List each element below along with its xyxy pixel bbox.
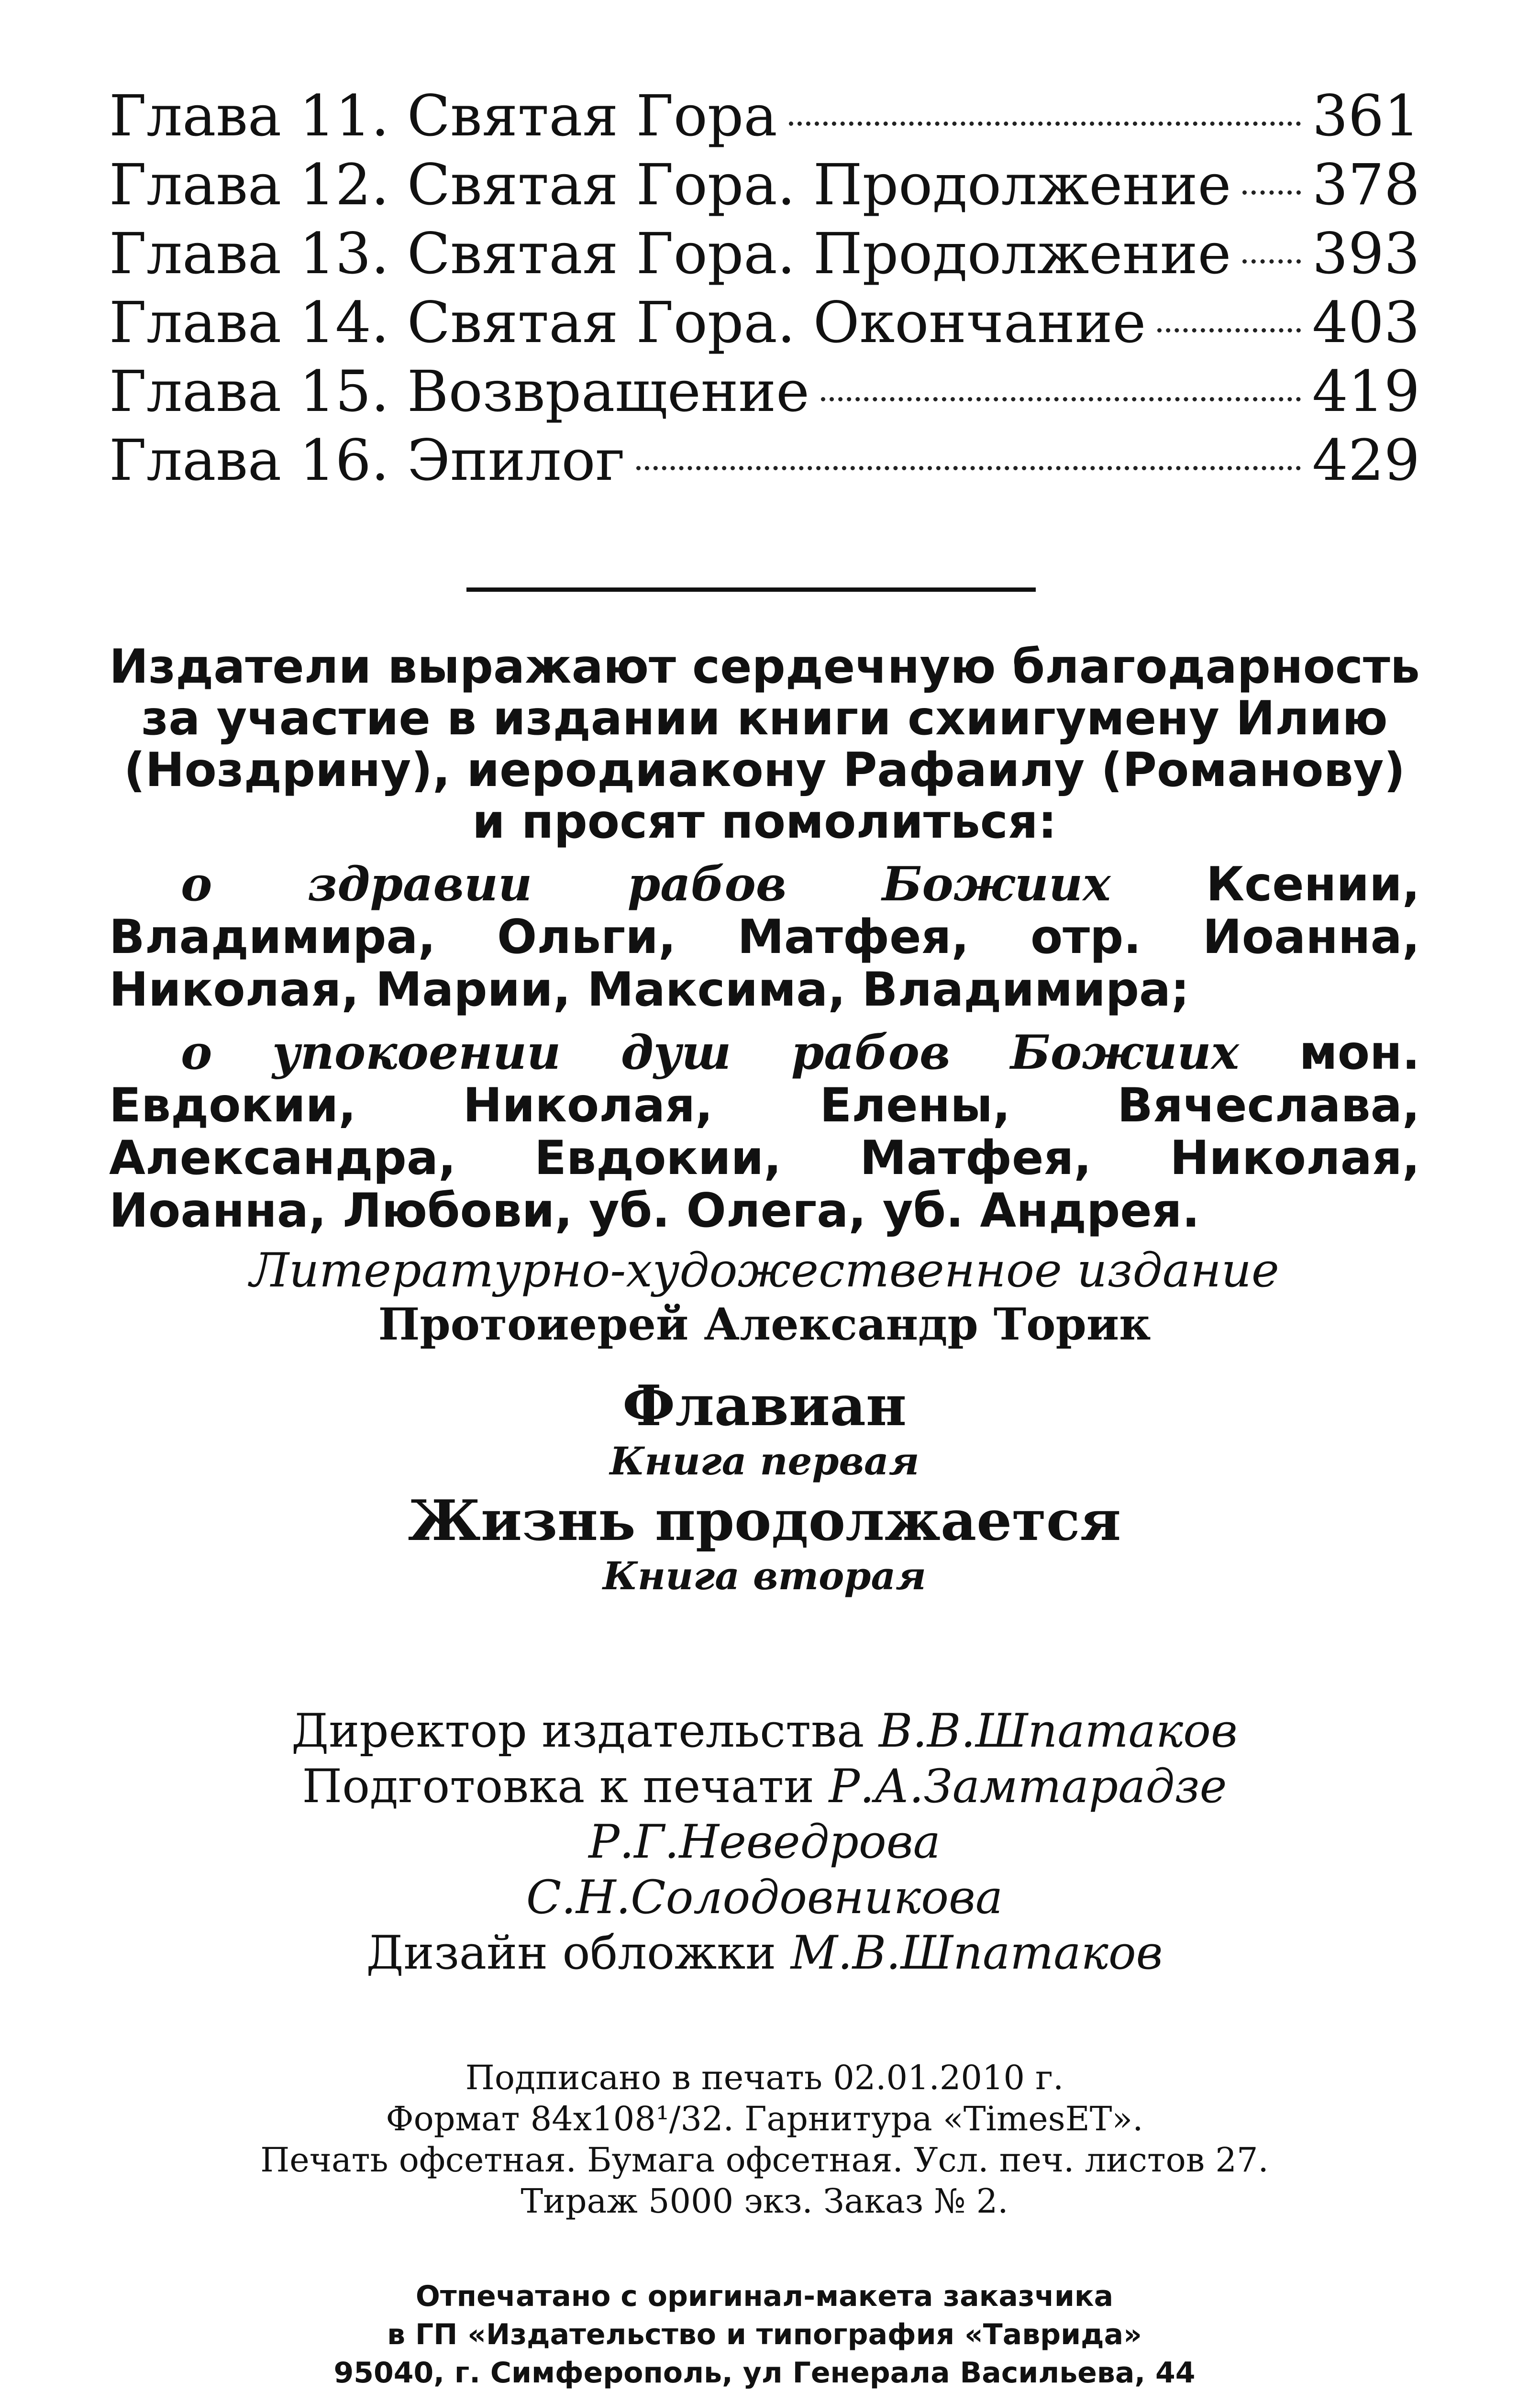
acknowledgement-line: (Ноздрину), иеродиакону Рафаилу (Романову) <box>123 743 1406 797</box>
toc-entry-page: 429 <box>1312 427 1420 493</box>
prep-credit <box>109 1759 1420 1814</box>
toc-leader-dots <box>1242 190 1300 195</box>
toc-entry <box>109 426 1420 495</box>
director-credit <box>109 1703 1420 1759</box>
acknowledgement-line: Издатели выражают сердечную благодарность <box>109 640 1420 694</box>
acknowledgement-line: за участие в издании книги схиигумену Илию <box>141 691 1388 746</box>
book-credits <box>109 1244 1420 1600</box>
toc-leader-dots <box>1242 259 1300 264</box>
toc-entry-page: 393 <box>1312 221 1420 287</box>
prep-name: Р.Г.Неведрова <box>588 1815 941 1869</box>
prayer-health-paragraph <box>109 858 1420 1016</box>
prayer-repose-names: мон. Евдокии, Николая, Елены, Вячеслава, Александра, Евдокии, Матфея, Николая, Иоанна, Любови, уб. Олега, уб. Андрея. <box>109 1026 1420 1238</box>
section-divider <box>466 587 1036 592</box>
table-of-contents <box>109 81 1420 495</box>
cover-role: Дизайн обложки <box>366 1926 791 1980</box>
printer-info <box>109 2277 1420 2392</box>
acknowledgement-line: и просят помолиться: <box>472 795 1057 849</box>
book-two-title: Жизнь продолжается <box>408 1488 1121 1553</box>
prayer-health-names: Ксении, Владимира, Ольги, Матфея, отр. Иоанна, Николая, Марии, Максима, Владимира; <box>109 857 1420 1017</box>
prep-role: Подготовка к печати <box>302 1760 829 1813</box>
toc-entry <box>109 219 1420 288</box>
printer-line: Отпечатано с оригинал-макета заказчика <box>415 2280 1114 2313</box>
book-two-subtitle: Книга вторая <box>603 1553 926 1598</box>
toc-entry <box>109 288 1420 357</box>
director-name: В.В.Шпатаков <box>878 1704 1238 1758</box>
imprint-line: Тираж 5000 экз. Заказ № 2. <box>521 2182 1008 2221</box>
toc-entry <box>109 357 1420 426</box>
printer-line: в ГП «Издательство и типография «Таврида» <box>387 2318 1142 2351</box>
imprint-line: Подписано в печать 02.01.2010 г. <box>465 2058 1064 2097</box>
prep-name: С.Н.Солодовникова <box>526 1871 1003 1924</box>
toc-entry-page: 403 <box>1312 289 1420 355</box>
toc-entry-title: Глава 13. Святая Гора. Продолжение <box>109 221 1231 287</box>
book-one-title: Флавиан <box>622 1373 907 1439</box>
acknowledgement-block <box>109 641 1420 1237</box>
toc-entry-title: Глава 14. Святая Гора. Окончание <box>109 289 1146 355</box>
imprint-line: Формат 84x108¹/32. Гарнитура «TimesET». <box>386 2099 1143 2138</box>
toc-entry-title: Глава 12. Святая Гора. Продолжение <box>109 152 1231 218</box>
cover-credit <box>109 1925 1420 1981</box>
toc-entry-title: Глава 11. Святая Гора <box>109 83 777 149</box>
print-imprint <box>109 2057 1420 2222</box>
director-role: Директор издательства <box>291 1704 879 1758</box>
staff-credits <box>109 1703 1420 1981</box>
author-name: Протоиерей Александр Торик <box>378 1298 1151 1350</box>
toc-leader-dots <box>789 122 1301 126</box>
printer-line: 95040, г. Симферополь, ул Генерала Васильева, 44 <box>333 2356 1196 2390</box>
prayer-health-lead: о здравии рабов Божиих <box>181 857 1111 912</box>
toc-entry-title: Глава 15. Возвращение <box>109 358 809 424</box>
toc-entry-title: Глава 16. Эпилог <box>109 427 625 493</box>
prayer-repose-paragraph <box>109 1027 1420 1237</box>
edition-genre: Литературно-художественное издание <box>250 1243 1279 1298</box>
book-one-subtitle: Книга первая <box>609 1439 920 1484</box>
prayer-repose-lead: о упокоении душ рабов Божиих <box>181 1025 1239 1080</box>
toc-entry <box>109 150 1420 219</box>
toc-entry <box>109 81 1420 150</box>
toc-leader-dots <box>1157 328 1300 332</box>
cover-name: М.В.Шпатаков <box>790 1926 1163 1980</box>
toc-entry-page: 378 <box>1312 152 1420 218</box>
toc-entry-page: 361 <box>1312 83 1420 149</box>
prep-name: Р.А.Замтарадзе <box>829 1760 1227 1813</box>
toc-leader-dots <box>636 466 1300 470</box>
toc-entry-page: 419 <box>1312 358 1420 424</box>
imprint-line: Печать офсетная. Бумага офсетная. Усл. печ. листов 27. <box>260 2140 1269 2180</box>
toc-leader-dots <box>821 397 1301 401</box>
